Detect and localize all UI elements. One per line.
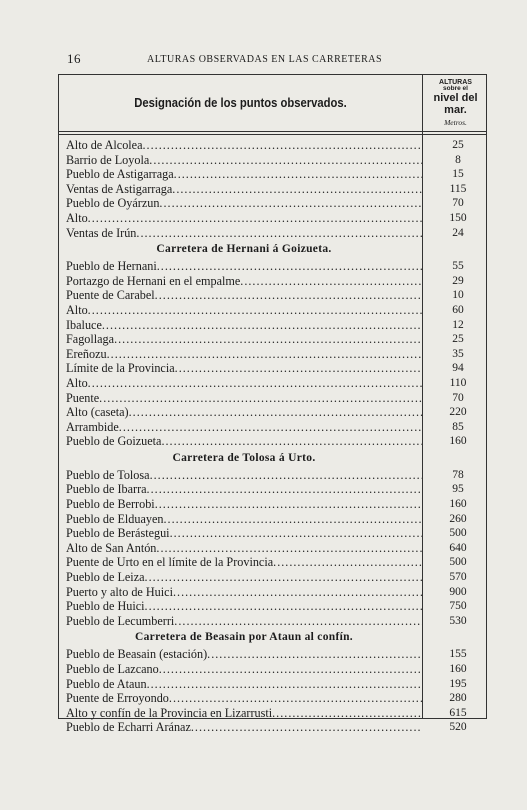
- altitude-value: 500: [449, 556, 467, 569]
- place-name: Pueblo de Huici .....: [66, 599, 422, 614]
- place-name: Pueblo de Goizueta .....: [66, 434, 422, 449]
- place-name: Pueblo de Beasain (estación) .....: [66, 647, 422, 662]
- column-header: Designación de los puntos observados.: [134, 96, 347, 110]
- altitude-value: 78: [452, 468, 464, 481]
- table-row: [66, 526, 488, 541]
- table-row: [66, 211, 488, 226]
- table-row: [66, 482, 488, 497]
- altitude-value: 24: [452, 226, 464, 239]
- altitude-header-line1: ALTURAS: [439, 79, 472, 86]
- place-name: Pueblo de Oyárzun .....: [66, 196, 422, 211]
- place-name: Puente de Carabel .....: [66, 288, 422, 303]
- place-name: Arrambide .....: [66, 420, 422, 435]
- altitude-value: 115: [449, 182, 467, 195]
- table-row: [66, 691, 488, 706]
- table-row: [66, 677, 488, 692]
- altitude-value: 615: [449, 706, 467, 719]
- altitude-value: 640: [449, 541, 467, 554]
- table-row: [66, 347, 488, 362]
- altitude-value: 750: [449, 600, 467, 613]
- altitude-value: 70: [452, 197, 464, 210]
- place-name: Alto de Alcolea .....: [66, 138, 422, 153]
- place-name: Puente de Urto en el límite de la Provincia .....: [66, 555, 422, 570]
- altitude-value: 150: [449, 211, 467, 224]
- table-row: [66, 570, 488, 585]
- altitude-value: 60: [452, 303, 464, 316]
- altitude-value: 160: [449, 498, 467, 511]
- place-name: Alto de San Antón .....: [66, 541, 422, 556]
- table-row: [66, 196, 488, 211]
- table-row: [66, 318, 488, 333]
- altitude-value: 85: [452, 420, 464, 433]
- table-row: [66, 647, 488, 662]
- table-row: [66, 706, 488, 721]
- place-name: Pueblo de Ataun .....: [66, 677, 422, 692]
- place-name: Pueblo de Hernani .....: [66, 259, 422, 274]
- place-name: Ereñozu .....: [66, 347, 422, 362]
- altitude-value: 530: [449, 614, 467, 627]
- altitude-header: [423, 79, 488, 127]
- place-name: Alto .....: [66, 211, 422, 226]
- altitude-value: 160: [449, 663, 467, 675]
- altitude-value: 8: [455, 153, 461, 166]
- table-row: [66, 585, 488, 600]
- table-row: [66, 468, 488, 483]
- place-name: Pueblo de Tolosa .....: [66, 468, 422, 483]
- place-name: Alto y confín de la Provincia en Lizarrusti .....: [66, 706, 422, 721]
- place-name: Pueblo de Lazcano .....: [66, 662, 422, 677]
- table-row: [66, 599, 488, 614]
- table-row: [66, 332, 488, 347]
- place-name: Límite de la Provincia .....: [66, 361, 422, 376]
- table-row: [66, 153, 488, 168]
- place-name: Pueblo de Lecumberri .....: [66, 614, 422, 629]
- place-name: Pueblo de Berrobi .....: [66, 497, 422, 512]
- altitude-value: 55: [452, 260, 464, 273]
- altitude-value: 570: [449, 571, 467, 584]
- table-row: [66, 405, 488, 420]
- table-row: [66, 288, 488, 303]
- place-name: Alto .....: [66, 303, 422, 318]
- altitude-value: 195: [449, 677, 467, 690]
- table-row: [66, 541, 488, 556]
- altitude-table: [66, 138, 488, 735]
- place-name: Pueblo de Berástegui .....: [66, 526, 422, 541]
- altitude-header-line2: sobre el: [443, 85, 468, 93]
- place-name: Pueblo de Astigarraga .....: [66, 167, 422, 182]
- place-name: Ventas de Irún .....: [66, 226, 422, 241]
- altitude-value: 70: [452, 391, 464, 404]
- page-number: 16: [67, 51, 81, 66]
- table-row: [66, 497, 488, 512]
- table-row: [66, 420, 488, 435]
- table-row: [66, 614, 488, 629]
- altitude-value: 500: [449, 527, 467, 540]
- altitude-value: 15: [452, 168, 464, 181]
- section-title: Carretera de Beasain por Ataun al confín.: [135, 631, 353, 644]
- altitude-value: 260: [449, 512, 467, 525]
- place-name: Barrio de Loyola .....: [66, 153, 422, 168]
- table-row: [66, 434, 488, 449]
- altitude-value: 900: [449, 585, 467, 598]
- table-row: [66, 512, 488, 527]
- altitude-value: 10: [452, 289, 464, 302]
- place-name: Pueblo de Leiza .....: [66, 570, 422, 585]
- altitude-header-units: Metros.: [444, 118, 467, 128]
- altitude-value: 25: [452, 333, 464, 346]
- section-title: Carretera de Hernani á Goizueta.: [156, 243, 332, 256]
- place-name: Pueblo de Elduayen .....: [66, 512, 422, 527]
- altitude-value: 25: [452, 139, 464, 151]
- place-name: Puerto y alto de Huici .....: [66, 585, 422, 600]
- altitude-value: 35: [452, 347, 464, 360]
- table-row: [66, 259, 488, 274]
- place-name: Ventas de Astigarraga .....: [66, 182, 422, 197]
- place-name: Puente de Erroyondo .....: [66, 691, 422, 706]
- table-row: [66, 226, 488, 241]
- altitude-value: 12: [452, 318, 464, 331]
- place-name: Fagollaga .....: [66, 332, 422, 347]
- altitude-value: 280: [449, 692, 467, 705]
- table-row: [66, 720, 488, 735]
- table-row: [66, 182, 488, 197]
- table-row: [66, 662, 488, 677]
- table-row: [66, 376, 488, 391]
- altitude-value: 29: [452, 274, 464, 287]
- altitude-value: 160: [449, 435, 467, 448]
- running-head-title: ALTURAS OBSERVADAS EN LAS CARRETERAS: [147, 54, 383, 65]
- place-name: Portazgo de Hernani en el empalme .....: [66, 274, 422, 289]
- altitude-value: 155: [449, 648, 467, 661]
- altitude-header-line3: nivel del mar.: [433, 92, 478, 116]
- table-row: [66, 555, 488, 570]
- table-row: [66, 138, 488, 153]
- altitude-value: 110: [449, 376, 467, 389]
- altitude-value: 220: [449, 406, 467, 419]
- running-head: [62, 52, 482, 68]
- place-name: Ibaluce .....: [66, 318, 422, 333]
- table-row: [66, 167, 488, 182]
- altitude-value: 94: [452, 362, 464, 375]
- table-row: [66, 274, 488, 289]
- table-row: [66, 303, 488, 318]
- altitude-value: 520: [449, 721, 467, 734]
- section-title: Carretera de Tolosa á Urto.: [172, 451, 316, 464]
- table-row: [66, 361, 488, 376]
- place-name: Puente .....: [66, 391, 422, 406]
- place-name: Alto (caseta) .....: [66, 405, 422, 420]
- table-row: [66, 391, 488, 406]
- place-name: Alto .....: [66, 376, 422, 391]
- place-name: Pueblo de Echarri Aránaz .....: [66, 720, 422, 735]
- altitude-value: 95: [452, 483, 464, 496]
- place-name: Pueblo de Ibarra .....: [66, 482, 422, 497]
